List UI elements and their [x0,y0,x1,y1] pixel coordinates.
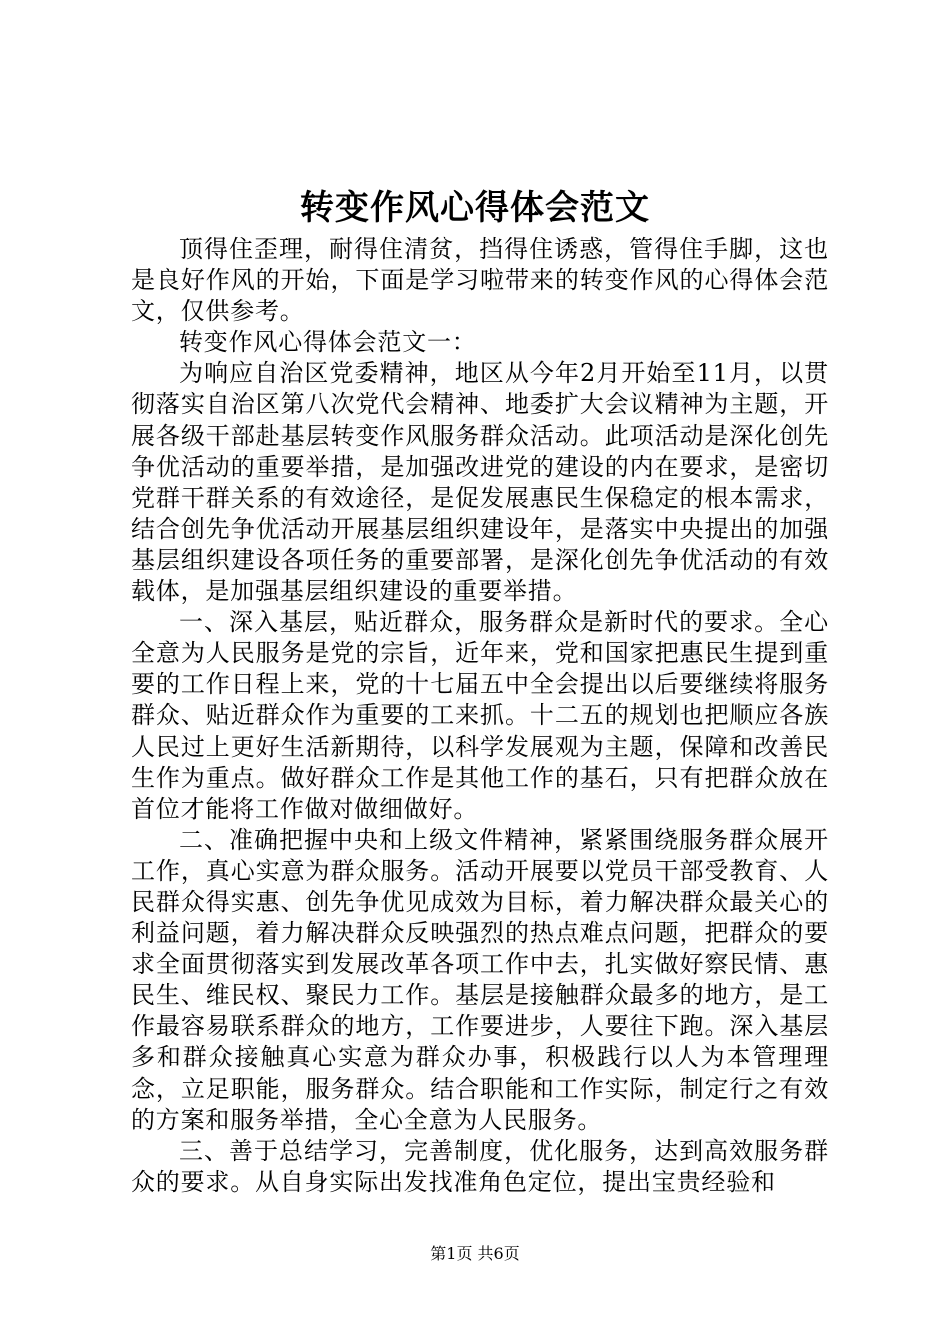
paragraph-background: 为响应自治区党委精神，地区从今年2月开始至11月，以贯彻落实自治区第八次党代会精神、地委扩大会议精神为主题，开展各级干部赴基层转变作风服务群众活动。此项活动是深化创先争优活动的重要举措，是加强改进党的建设的内在要求，是密切党群干群关系的有效途径，是促发展惠民生保稳定的根本需求，结合创先争优活动开展基层组织建设年，是落实中央提出的加强基层组织建设各项任务的重要部署，是深化创先争优活动的有效载体，是加强基层组织建设的重要举措。 [131,359,829,606]
paragraph-point-one: 一、深入基层，贴近群众，服务群众是新时代的要求。全心全意为人民服务是党的宗旨，近年来，党和国家把惠民生提到重要的工作日程上来，党的十七届五中全会提出以后要继续将服务群众、贴近群众作为重要的工来抓。十二五的规划也把顺应各族人民过上更好生活新期待，以科学发展观为主题，保障和改善民生作为重点。做好群众工作是其他工作的基石，只有把群众放在首位才能将工作做对做细做好。 [131,608,829,823]
paragraph-point-three: 三、善于总结学习，完善制度，优化服务，达到高效服务群众的要求。从自身实际出发找准角色定位，提出宝贵经验和 [131,1136,829,1196]
paragraph-intro: 顶得住歪理，耐得住清贫，挡得住诱惑，管得住手脚，这也是良好作风的开始，下面是学习啦带来的转变作风的心得体会范文，仅供参考。 [131,235,829,326]
document-body [131,234,829,1198]
paragraph-point-two: 二、准确把握中央和上级文件精神，紧紧围绕服务群众展开工作，真心实意为群众服务。活动开展要以党员干部受教育、人民群众得实惠、创先争优见成效为目标，着力解决群众最关心的利益问题，着力解决群众反映强烈的热点难点问题，把群众的要求全面贯彻落实到发展改革各项工作中去，扎实做好察民情、惠民生、维民权、聚民力工作。基层是接触群众最多的地方，是工作最容易联系群众的地方，工作要进步，人要往下跑。深入基层多和群众接触真心实意为群众办事，积极践行以人为本管理理念，立足职能，服务群众。结合职能和工作实际，制定行之有效的方案和服务举措，全心全意为人民服务。 [131,825,829,1134]
paragraph-section-heading: 转变作风心得体会范文一： [179,328,477,357]
document-title: 转变作风心得体会范文 [300,188,650,228]
page-number-footer: 第1页 共6页 [430,1244,520,1263]
